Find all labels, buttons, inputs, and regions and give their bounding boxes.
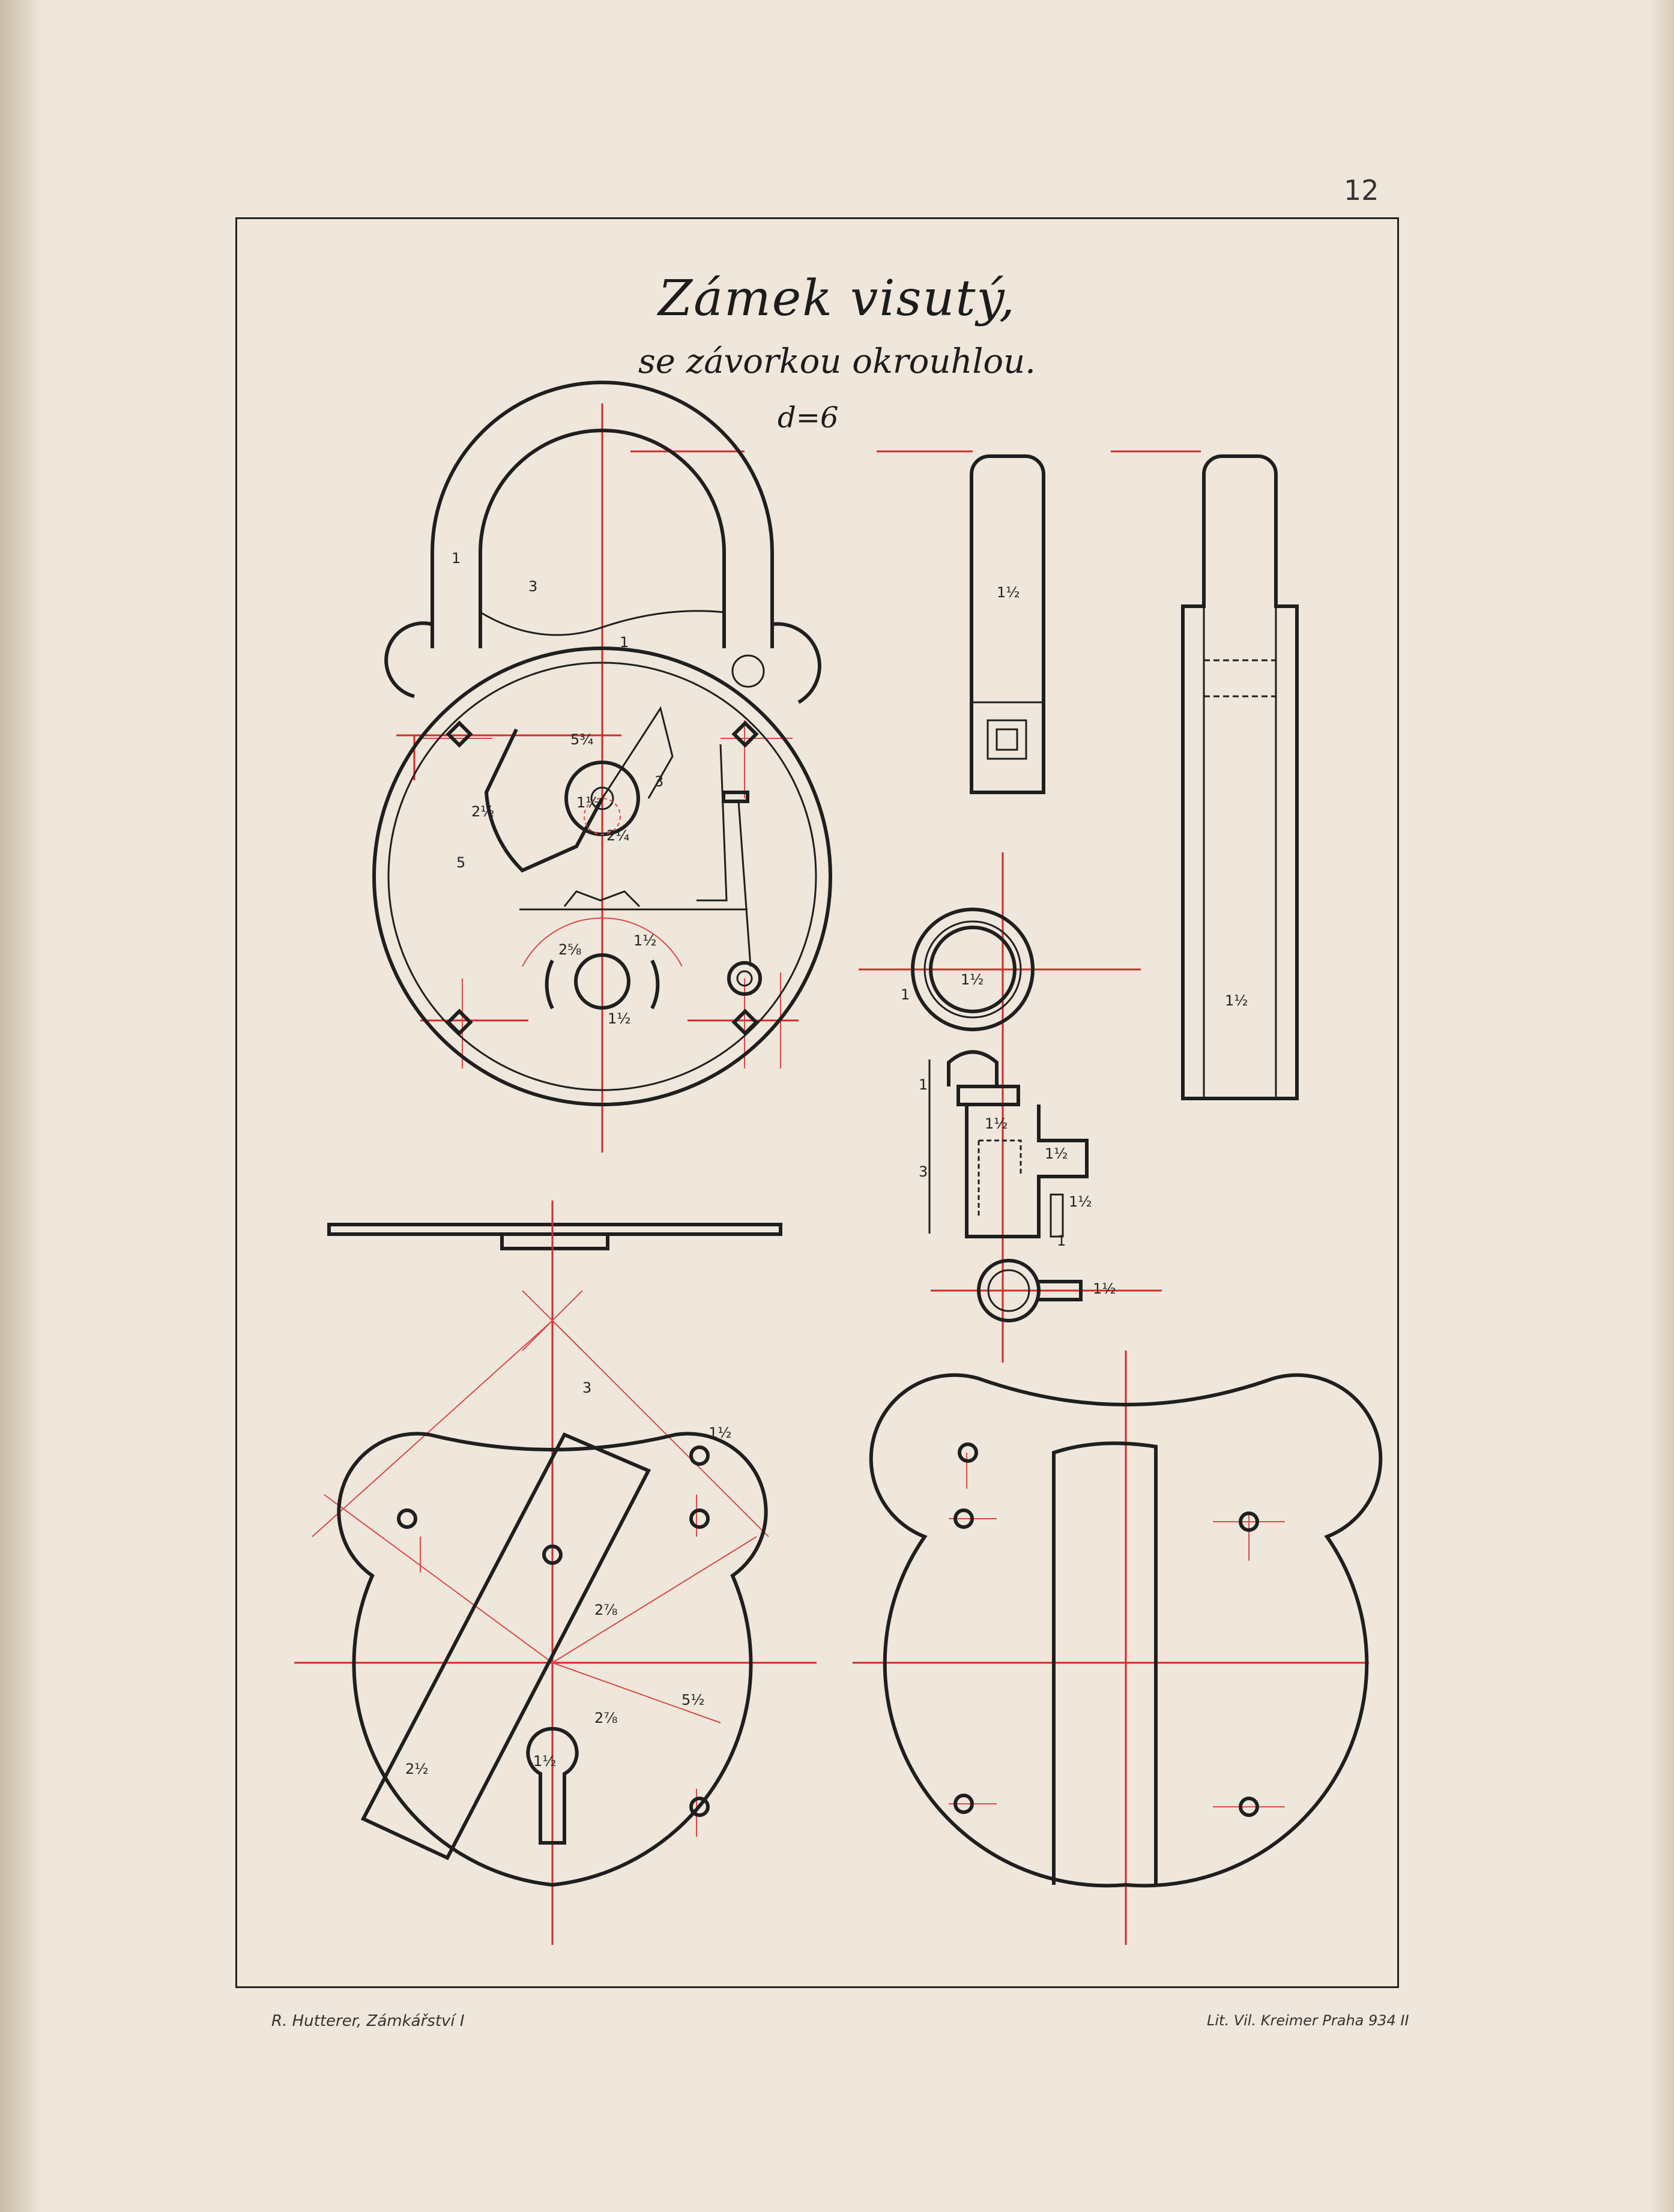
dim-ward-a: 2½ — [471, 803, 495, 820]
dim-key-shank: 3 — [919, 1163, 928, 1180]
plate-subtitle: se závorkou okrouhlou. — [638, 342, 1036, 381]
side-view-narrow — [877, 451, 1044, 792]
dim-hub-radius: 3 — [654, 773, 664, 790]
footer-source: R. Hutterer, Zámkářství I — [271, 2012, 465, 2030]
dim-side-b: 1½ — [1225, 992, 1248, 1009]
front-view-padlock — [374, 382, 830, 1153]
dim-back-big-radius: 5½ — [681, 1692, 705, 1708]
dim-key-neck: 1 — [919, 1076, 928, 1093]
dim-ward-b: 1½ — [633, 932, 657, 949]
plate-title: Zámek visutý, — [658, 270, 1016, 327]
dim-side-a: 1½ — [997, 584, 1020, 601]
plate-number: 12 — [1344, 174, 1379, 206]
back-view-right — [853, 1351, 1380, 1945]
key-drawing — [859, 852, 1162, 1363]
dim-bolt-radius: 5¾ — [570, 731, 594, 748]
dim-back-ear: 1½ — [709, 1424, 732, 1441]
dim-back-radius: 3 — [582, 1379, 592, 1396]
scale-note: d=6 — [778, 401, 839, 435]
dim-bow-inner: 1½ — [961, 971, 984, 988]
dim-key-bore: 1½ — [985, 1115, 1008, 1132]
back-view-left — [294, 1291, 817, 1885]
side-view-wide — [1111, 451, 1297, 1098]
dim-shackle-radius: 3 — [528, 578, 538, 595]
dim-back-offset: 2⅞ — [594, 1602, 618, 1618]
footer-printer: Lit. Vil. Kreimer Praha 934 II — [1207, 2012, 1409, 2029]
dim-shackle-width: 1 — [452, 550, 461, 567]
dim-back-offset-low: 2⅞ — [594, 1710, 618, 1726]
dim-hub-small-a: 1½ — [576, 794, 600, 811]
dim-keyhole-drop: 1½ — [608, 1010, 631, 1027]
dim-key-tip: 1½ — [1093, 1280, 1116, 1297]
dim-lock-radius: 5 — [456, 854, 466, 871]
dim-back-bar: 2½ — [405, 1761, 429, 1777]
dim-key-bit-a: 1½ — [1045, 1145, 1068, 1162]
dim-key-bit-b: 1½ — [1069, 1193, 1092, 1210]
dim-key-bit-c: 1 — [1057, 1232, 1066, 1249]
dim-hub-small-b: 2¼ — [606, 827, 630, 844]
dim-bow-ring: 1 — [901, 986, 910, 1003]
dim-shackle-gap: 1 — [620, 634, 629, 651]
dim-back-keyhole: 1½ — [533, 1753, 557, 1770]
dim-ward-c: 2⅝ — [558, 941, 582, 958]
